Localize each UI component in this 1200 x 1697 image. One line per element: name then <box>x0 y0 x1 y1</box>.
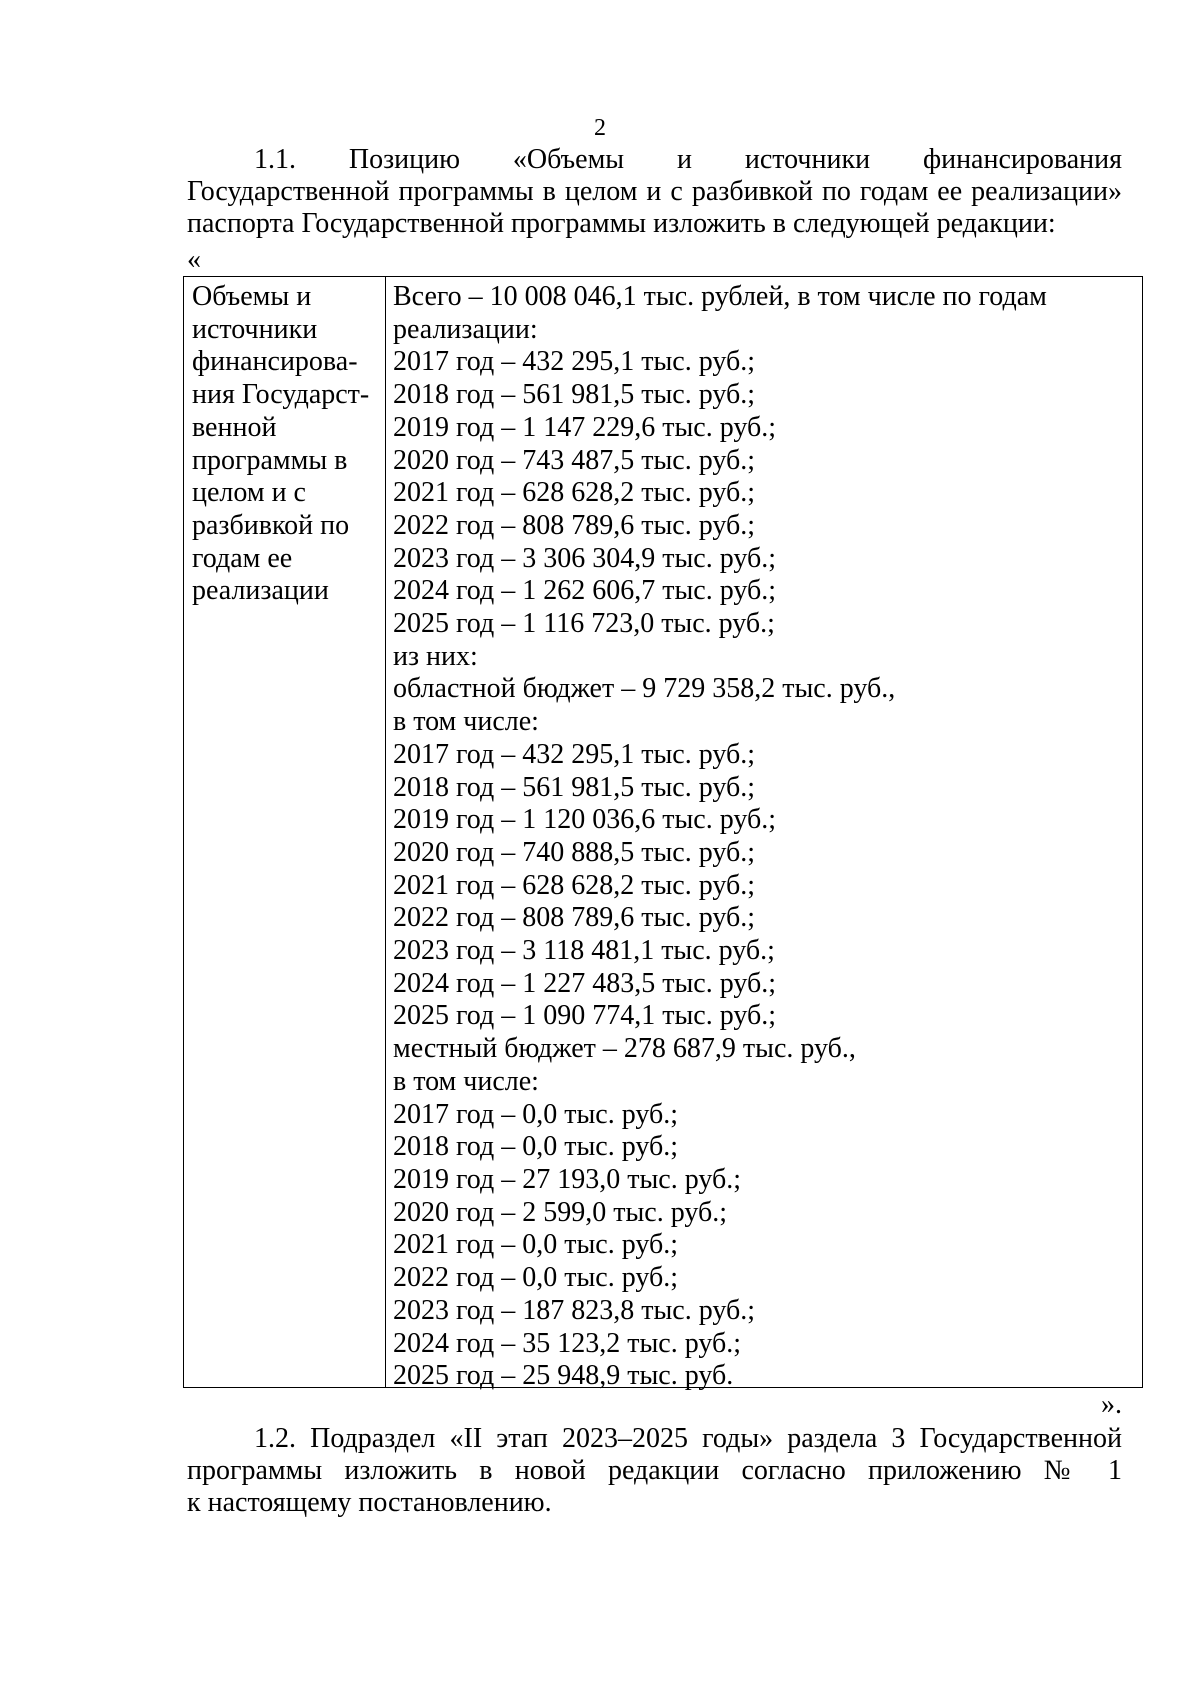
paragraph-1-1 <box>187 144 1122 240</box>
value-line: 2017 год – 432 295,1 тыс. руб.; <box>393 738 755 770</box>
label-line: разбивкой по <box>192 509 350 541</box>
word: источники <box>744 144 871 175</box>
value-line: 2019 год – 1 147 229,6 тыс. руб.; <box>393 411 776 443</box>
label-line: венной <box>192 411 277 443</box>
value-line: 2017 год – 432 295,1 тыс. руб.; <box>393 346 755 378</box>
value-line: 2023 год – 3 118 481,1 тыс. руб.; <box>393 935 775 967</box>
value-line: 2024 год – 1 262 606,7 тыс. руб.; <box>393 575 776 607</box>
paragraph-line: Государственной программы в целом и с разбивкой по годам ее реализации» <box>187 176 1122 207</box>
table-label-cell <box>192 281 382 608</box>
paragraph-line <box>187 144 1122 176</box>
value-line: 2020 год – 740 888,5 тыс. руб.; <box>393 836 755 868</box>
value-line: из них: <box>393 640 478 672</box>
label-line: финансирова- <box>192 346 358 378</box>
value-line: в том числе: <box>393 706 539 738</box>
close-quote: ». <box>1101 1389 1122 1420</box>
value-line: 2025 год – 25 948,9 тыс. руб. <box>393 1360 734 1392</box>
word: финансирования <box>922 144 1122 175</box>
value-line: 2019 год – 1 120 036,6 тыс. руб.; <box>393 804 776 836</box>
value-line: 2019 год – 27 193,0 тыс. руб.; <box>393 1163 741 1195</box>
label-line: реализации <box>192 575 329 607</box>
value-line: Всего – 10 008 046,1 тыс. рублей, в том числе по годам <box>393 281 1047 312</box>
value-line: 2020 год – 743 487,5 тыс. руб.; <box>393 444 755 476</box>
label-line: программы в <box>192 444 348 476</box>
word: «Объемы <box>512 144 625 175</box>
column-divider <box>385 277 386 1387</box>
value-line: реализации: <box>393 313 538 345</box>
value-line: областной бюджет – 9 729 358,2 тыс. руб., <box>393 673 896 705</box>
paragraph-line: к настоящему постановлению. <box>187 1487 552 1518</box>
value-line: местный бюджет – 278 687,9 тыс. руб., <box>393 1033 856 1065</box>
label-line: источники <box>192 313 318 345</box>
value-line: 2020 год – 2 599,0 тыс. руб.; <box>393 1196 727 1228</box>
value-line: 2017 год – 0,0 тыс. руб.; <box>393 1098 678 1130</box>
value-line: 2021 год – 628 628,2 тыс. руб.; <box>393 477 755 509</box>
label-line: целом и с <box>192 477 306 509</box>
value-line: 2023 год – 3 306 304,9 тыс. руб.; <box>393 542 776 574</box>
paragraph-line: 1.2. Подраздел «II этап 2023–2025 годы» раздела 3 Государственной <box>254 1423 1122 1454</box>
value-line: 2018 год – 561 981,5 тыс. руб.; <box>393 771 755 803</box>
value-line: 2024 год – 1 227 483,5 тыс. руб.; <box>393 967 776 999</box>
financing-table <box>183 276 1143 1392</box>
label-line: годам ее <box>192 542 293 574</box>
value-line: 2018 год – 561 981,5 тыс. руб.; <box>393 379 755 411</box>
open-quote: « <box>187 244 201 275</box>
value-line: 2022 год – 808 789,6 тыс. руб.; <box>393 902 755 934</box>
word: и <box>677 144 692 175</box>
label-line: Объемы и <box>192 281 312 312</box>
value-line: 2023 год – 187 823,8 тыс. руб.; <box>393 1294 755 1326</box>
table-value-cell <box>393 281 1133 1393</box>
word: 1.1. Позицию <box>254 144 461 175</box>
value-line: 2025 год – 1 116 723,0 тыс. руб.; <box>393 608 775 640</box>
value-line: 2022 год – 808 789,6 тыс. руб.; <box>393 509 755 541</box>
value-line: 2022 год – 0,0 тыс. руб.; <box>393 1262 678 1294</box>
value-line: 2025 год – 1 090 774,1 тыс. руб.; <box>393 1000 776 1032</box>
paragraph-1-2 <box>187 1423 1122 1519</box>
value-line: 2018 год – 0,0 тыс. руб.; <box>393 1131 678 1163</box>
value-line: 2021 год – 0,0 тыс. руб.; <box>393 1229 678 1261</box>
page-number: 2 <box>594 115 606 141</box>
paragraph-line: программы изложить в новой редакции согласно приложению № 1 <box>187 1455 1122 1486</box>
value-line: 2021 год – 628 628,2 тыс. руб.; <box>393 869 755 901</box>
value-line: 2024 год – 35 123,2 тыс. руб.; <box>393 1327 741 1359</box>
value-line: в том числе: <box>393 1065 539 1097</box>
label-line: ния Государст- <box>192 379 370 411</box>
paragraph-line: паспорта Государственной программы изложить в следующей редакции: <box>187 208 1056 239</box>
